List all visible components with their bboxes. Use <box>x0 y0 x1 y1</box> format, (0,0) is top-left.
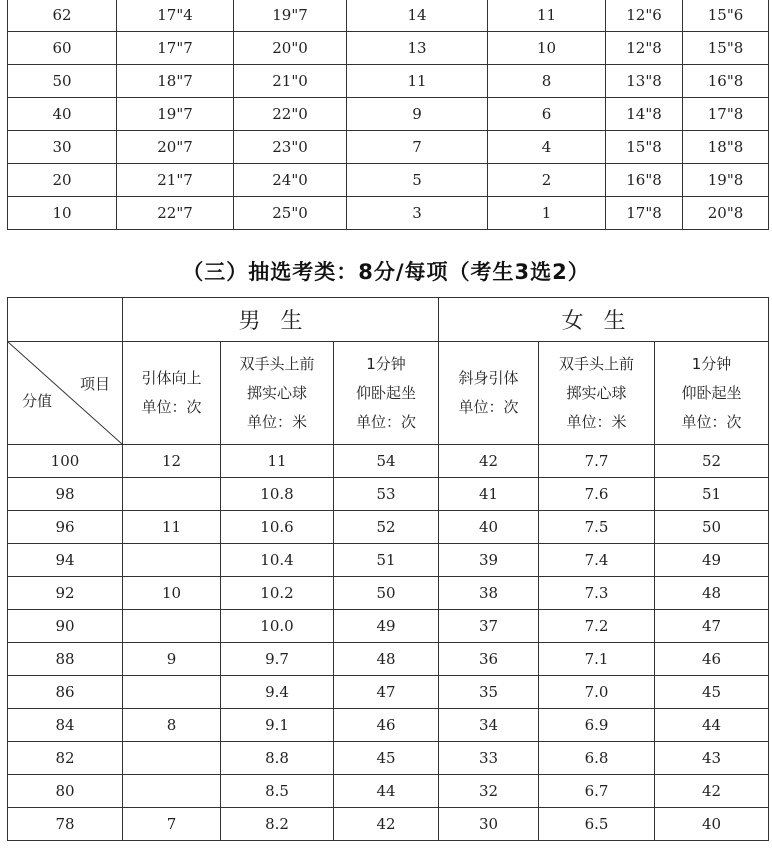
table-cell: 82 <box>8 742 123 775</box>
table-row <box>8 0 769 32</box>
table-cell: 18"8 <box>683 131 769 164</box>
column-header-line: 单位：米 <box>246 412 307 431</box>
header-blank-cell <box>8 298 123 342</box>
table-cell <box>123 742 221 775</box>
table-cell: 30 <box>8 131 117 164</box>
table-cell: 7.1 <box>539 643 655 676</box>
table-cell: 11 <box>221 445 334 478</box>
table-cell: 9 <box>347 98 488 131</box>
column-header-line: 双手头上前 <box>239 354 315 373</box>
table-cell: 62 <box>8 0 117 32</box>
table-cell: 4 <box>488 131 606 164</box>
table-cell: 19"8 <box>683 164 769 197</box>
table-cell: 32 <box>439 775 539 808</box>
table-cell: 47 <box>334 676 439 709</box>
table-cell: 24"0 <box>234 164 347 197</box>
table-cell: 37 <box>439 610 539 643</box>
column-header-line: 单位：次 <box>681 412 742 431</box>
table-cell: 10 <box>123 577 221 610</box>
table-cell: 90 <box>8 610 123 643</box>
column-header-line: 单位：次 <box>356 412 417 431</box>
table-cell: 8 <box>488 65 606 98</box>
table-cell: 10 <box>8 197 117 230</box>
table-cell: 42 <box>439 445 539 478</box>
table-cell: 48 <box>655 577 769 610</box>
table-cell: 50 <box>8 65 117 98</box>
column-header-line: 1分钟 <box>366 354 406 373</box>
column-header-line: 掷实心球 <box>246 383 307 402</box>
table-cell: 7.2 <box>539 610 655 643</box>
table-cell: 17"8 <box>606 197 683 230</box>
table-row <box>8 197 769 230</box>
table-cell: 12"8 <box>606 32 683 65</box>
table-cell: 22"7 <box>117 197 234 230</box>
table-cell: 78 <box>8 808 123 841</box>
table-cell: 8.5 <box>221 775 334 808</box>
table-row <box>8 676 769 709</box>
table-cell: 42 <box>334 808 439 841</box>
table-cell: 17"7 <box>117 32 234 65</box>
table-cell: 49 <box>655 544 769 577</box>
table-cell: 41 <box>439 478 539 511</box>
column-header-line: 仰卧起坐 <box>681 383 742 402</box>
table-cell: 13 <box>347 32 488 65</box>
table-cell: 20"0 <box>234 32 347 65</box>
column-header <box>221 342 334 445</box>
table-cell: 30 <box>439 808 539 841</box>
table-cell: 3 <box>347 197 488 230</box>
table-row <box>8 544 769 577</box>
table-cell: 50 <box>655 511 769 544</box>
table-row <box>8 808 769 841</box>
table-cell: 7.6 <box>539 478 655 511</box>
column-header <box>439 342 539 445</box>
table-cell <box>123 775 221 808</box>
table-cell: 10.6 <box>221 511 334 544</box>
column-header <box>334 342 439 445</box>
table-cell: 11 <box>347 65 488 98</box>
table-cell: 6.9 <box>539 709 655 742</box>
table-row <box>8 164 769 197</box>
table-cell: 15"6 <box>683 0 769 32</box>
table-cell: 49 <box>334 610 439 643</box>
table-cell: 7 <box>347 131 488 164</box>
table-cell: 17"8 <box>683 98 769 131</box>
table-cell: 7.0 <box>539 676 655 709</box>
table-cell: 60 <box>8 32 117 65</box>
table-cell: 25"0 <box>234 197 347 230</box>
section-title: （三）抽选考类：8分/每项（考生3选2） <box>182 260 590 284</box>
table-cell: 9.4 <box>221 676 334 709</box>
table-cell: 17"4 <box>117 0 234 32</box>
table-cell: 51 <box>334 544 439 577</box>
table-cell: 7 <box>123 808 221 841</box>
table-cell: 7.3 <box>539 577 655 610</box>
table-row <box>8 511 769 544</box>
table-cell: 7.7 <box>539 445 655 478</box>
table-cell: 100 <box>8 445 123 478</box>
table-cell: 10.0 <box>221 610 334 643</box>
column-header-line: 引体向上 <box>141 369 202 387</box>
table-cell: 9.7 <box>221 643 334 676</box>
table-cell: 8 <box>123 709 221 742</box>
table-cell: 42 <box>655 775 769 808</box>
table-cell <box>123 610 221 643</box>
table-row <box>8 98 769 131</box>
table-row <box>8 742 769 775</box>
table-row <box>8 32 769 65</box>
table-cell: 6.7 <box>539 775 655 808</box>
column-header-line: 双手头上前 <box>559 354 635 373</box>
table-cell: 45 <box>334 742 439 775</box>
table-cell: 20"8 <box>683 197 769 230</box>
corner-score-label: 分值 <box>22 392 53 410</box>
table-cell: 46 <box>655 643 769 676</box>
table-cell: 39 <box>439 544 539 577</box>
table-cell: 13"8 <box>606 65 683 98</box>
column-header-line: 仰卧起坐 <box>356 383 417 402</box>
table-cell: 6.8 <box>539 742 655 775</box>
table-cell: 16"8 <box>683 65 769 98</box>
table-cell: 12 <box>123 445 221 478</box>
table-cell: 40 <box>8 98 117 131</box>
table-cell: 5 <box>347 164 488 197</box>
column-header <box>655 342 769 445</box>
table-cell: 23"0 <box>234 131 347 164</box>
table-cell: 96 <box>8 511 123 544</box>
table-row <box>8 577 769 610</box>
column-header <box>539 342 655 445</box>
table-cell: 18"7 <box>117 65 234 98</box>
table-cell <box>123 478 221 511</box>
table-cell: 1 <box>488 197 606 230</box>
table-cell: 40 <box>439 511 539 544</box>
table-cell: 21"0 <box>234 65 347 98</box>
table-cell: 51 <box>655 478 769 511</box>
table-cell: 53 <box>334 478 439 511</box>
table-cell: 50 <box>334 577 439 610</box>
table-cell: 98 <box>8 478 123 511</box>
table-cell: 9 <box>123 643 221 676</box>
table-row <box>8 478 769 511</box>
elective-score-table <box>7 297 769 841</box>
column-header <box>123 342 221 445</box>
female-group-header: 女生 <box>439 298 769 342</box>
table-cell: 10.8 <box>221 478 334 511</box>
table-cell: 80 <box>8 775 123 808</box>
table-cell: 44 <box>655 709 769 742</box>
table-cell: 54 <box>334 445 439 478</box>
table-row <box>8 445 769 478</box>
table-cell: 11 <box>488 0 606 32</box>
table-cell <box>123 544 221 577</box>
column-header-line: 1分钟 <box>691 354 732 373</box>
table-cell: 92 <box>8 577 123 610</box>
table-cell: 2 <box>488 164 606 197</box>
table-cell: 94 <box>8 544 123 577</box>
table-cell: 52 <box>655 445 769 478</box>
table-cell: 22"0 <box>234 98 347 131</box>
table-cell: 20"7 <box>117 131 234 164</box>
table-cell: 43 <box>655 742 769 775</box>
male-group-header: 男生 <box>123 298 439 342</box>
table-cell: 7.5 <box>539 511 655 544</box>
table-row <box>8 709 769 742</box>
table-cell: 40 <box>655 808 769 841</box>
table-cell: 38 <box>439 577 539 610</box>
column-header-line: 掷实心球 <box>566 383 627 402</box>
table-cell: 35 <box>439 676 539 709</box>
top-score-table <box>7 0 769 230</box>
table-cell: 15"8 <box>683 32 769 65</box>
table-cell: 19"7 <box>117 98 234 131</box>
table-cell: 15"8 <box>606 131 683 164</box>
table-cell: 86 <box>8 676 123 709</box>
table-cell: 21"7 <box>117 164 234 197</box>
table-cell: 6 <box>488 98 606 131</box>
table-cell: 19"7 <box>234 0 347 32</box>
table-cell: 9.1 <box>221 709 334 742</box>
table-row <box>8 131 769 164</box>
table-cell: 88 <box>8 643 123 676</box>
column-header-line: 单位：次 <box>458 398 519 416</box>
table-cell: 6.5 <box>539 808 655 841</box>
table-cell: 52 <box>334 511 439 544</box>
table-cell: 10.4 <box>221 544 334 577</box>
column-header-line: 斜身引体 <box>458 369 519 387</box>
table-cell: 34 <box>439 709 539 742</box>
table-cell: 8.8 <box>221 742 334 775</box>
table-cell: 46 <box>334 709 439 742</box>
table-cell: 36 <box>439 643 539 676</box>
table-cell: 7.4 <box>539 544 655 577</box>
column-header-line: 单位：次 <box>141 398 202 416</box>
table-cell: 10 <box>488 32 606 65</box>
table-cell: 14"8 <box>606 98 683 131</box>
column-header-line: 单位：米 <box>566 412 627 431</box>
table-row <box>8 610 769 643</box>
diagonal-header-cell <box>8 342 123 445</box>
table-row <box>8 643 769 676</box>
table-cell: 8.2 <box>221 808 334 841</box>
table-cell: 33 <box>439 742 539 775</box>
table-cell: 84 <box>8 709 123 742</box>
table-cell: 47 <box>655 610 769 643</box>
table-cell: 44 <box>334 775 439 808</box>
table-cell: 10.2 <box>221 577 334 610</box>
table-cell: 48 <box>334 643 439 676</box>
table-cell: 12"6 <box>606 0 683 32</box>
table-cell <box>123 676 221 709</box>
table-row <box>8 775 769 808</box>
table-cell: 45 <box>655 676 769 709</box>
table-row <box>8 65 769 98</box>
corner-item-label: 项目 <box>79 375 110 393</box>
table-cell: 14 <box>347 0 488 32</box>
table-cell: 11 <box>123 511 221 544</box>
table-cell: 16"8 <box>606 164 683 197</box>
table-cell: 20 <box>8 164 117 197</box>
